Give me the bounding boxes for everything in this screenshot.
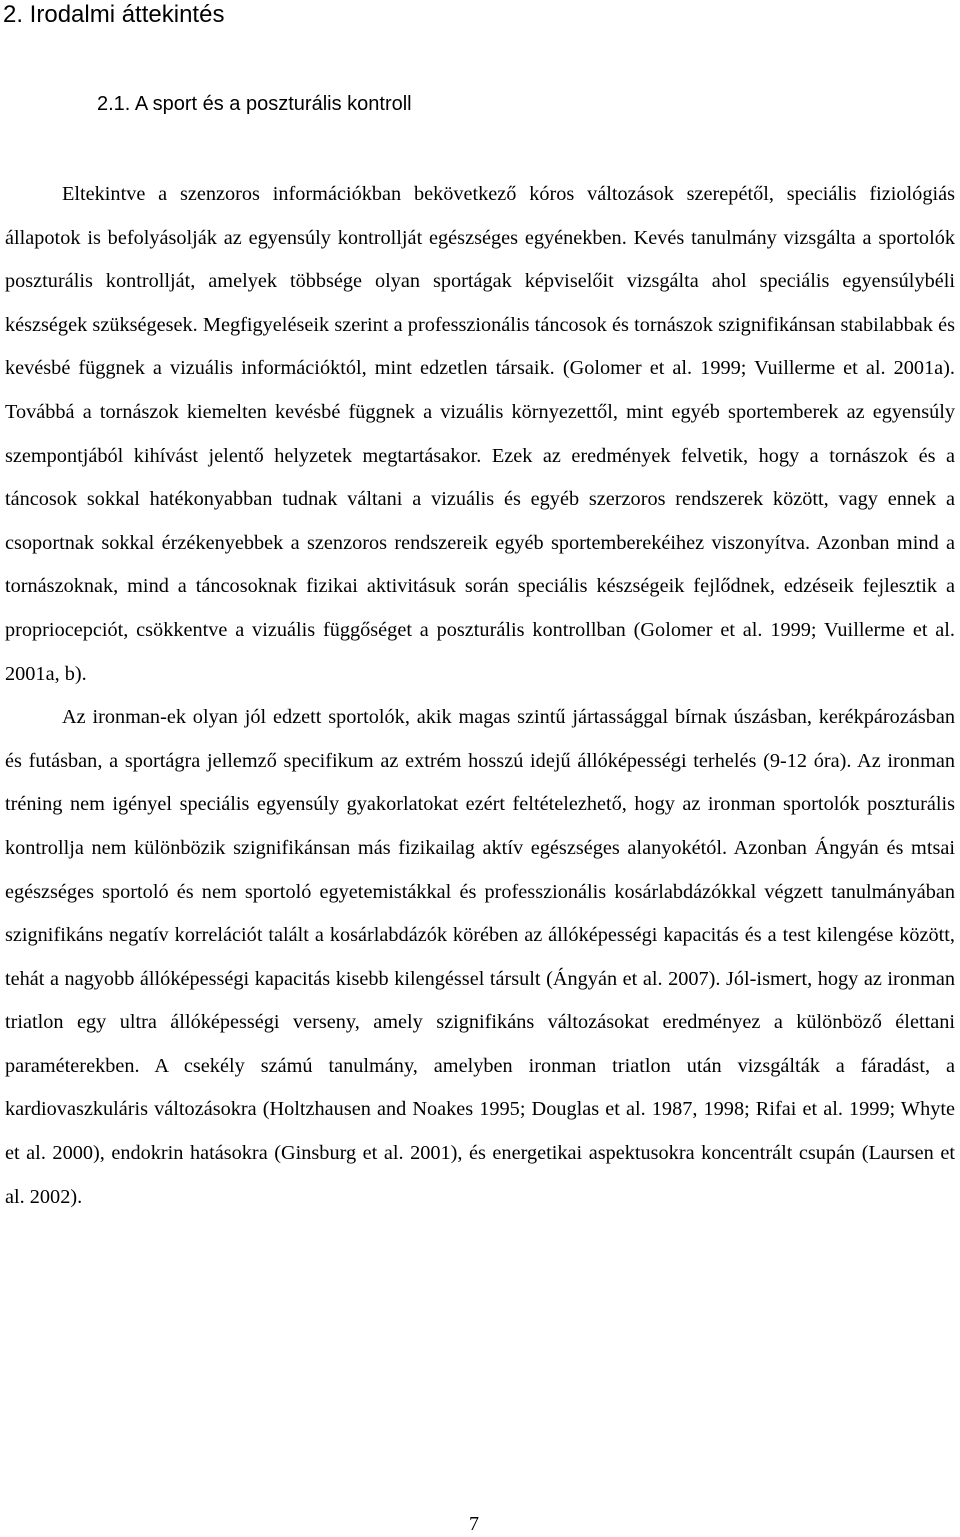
paragraph: Eltekintve a szenzoros információkban bekövetkező kóros változások szerepétől, speciális fiziológiás állapotok is befolyásolják az egyensúly kontrollját egészséges egyénekben. Kevés tanulmány vizsgálta a sportolók poszturális kontrollját, amelyek többsége olyan sportágak képviselőit vizsgálta ahol speciális egyensúlybéli készségek szükségesek. Megfigyeléseik szerint a professzionális táncosok és tornászok szignifikánsan stabilabbak és kevésbé függnek a vizuális információktól, mint edzetlen társaik. (Golomer et al. 1999; Vuillerme et al. 2001a). Továbbá a tornászok kiemelten kevésbé függnek a vizuális környezettől, mint egyéb sportemberek az egyensúly szempontjából kihívást jelentő helyzetek megtartásakor. Ezek az eredmények felvetik, hogy a tornászok és a táncosok sokkal hatékonyabban tudnak váltani a vizuális és egyéb szerzoros rendszerek között, vagy ennek a csoportnak sokkal érzékenyebbek a szenzoros rendszereik egyéb sportemberekéihez viszonyítva. Azonban mind a tornászoknak, mind a táncosoknak fizikai aktivitásuk során speciális készségeik fejlődnek, edzéseik fejlesztik a propriocepciót, csökkentve a vizuális függőséget a poszturális kontrollban (Golomer et al. 1999; Vuillerme et al. 2001a, b). — [5, 183, 955, 685]
chapter-title: 2. Irodalmi áttekintés — [3, 1, 225, 28]
paragraph: Az ironman-ek olyan jól edzett sportolók, akik magas szintű jártassággal bírnak úszásban, kerékpározásban és futásban, a sportágra jellemző specifikum az extrém hosszú idejű állóképességi terhelés (9-12 óra). Az ironman tréning nem igényel speciális egyensúly gyakorlatokat ezért feltételezhető, hogy az ironman sportolók poszturális kontrollja nem különbözik szignifikánsan más fizikailag aktív egészséges alanyokétól. Azonban Ángyán és mtsai egészséges sportoló és nem sportoló egyetemistákkal és professzionális kosárlabdázókkal végzett tanulmányában szignifikáns negatív korrelációt talált a kosárlabdázók körében az állóképességi kapacitás és a test kilengése között, tehát a nagyobb állóképességi kapacitás kisebb kilengéssel társult (Ángyán et al. 2007). Jól-ismert, hogy az ironman triatlon egy ultra állóképességi verseny, amely szignifikáns változásokat eredményez a különböző élettani paraméterekben. A csekély számú tanulmány, amelyben ironman triatlon után vizsgálták a fáradást, a kardiovaszkuláris változásokra (Holtzhausen and Noakes 1995; Douglas et al. 1987, 1998; Rifai et al. 1999; Whyte et al. 2000), endokrin hatásokra (Ginsburg et al. 2001), és energetikai aspektusokra koncentrált csupán (Laursen et al. 2002). — [5, 706, 955, 1208]
page-number: 7 — [469, 1513, 479, 1535]
section-title: 2.1. A sport és a poszturális kontroll — [97, 93, 412, 115]
body-text — [5, 173, 955, 1219]
